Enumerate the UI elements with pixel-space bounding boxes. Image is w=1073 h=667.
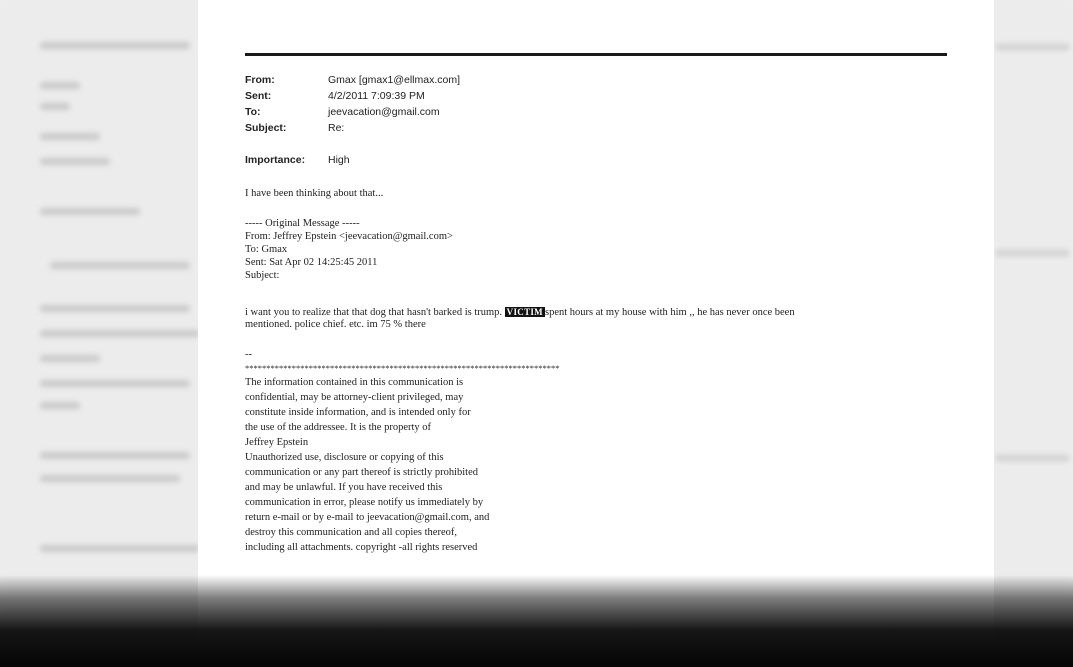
signature-dash: --	[245, 349, 252, 360]
subject-value: Re:	[328, 122, 345, 134]
message-line-1	[245, 306, 795, 320]
subject-label: Subject:	[245, 122, 287, 134]
disclaimer-line: The information contained in this communication is	[245, 377, 464, 388]
blurred-line	[40, 133, 100, 140]
disclaimer-line: including all attachments. copyright -all rights reserved	[245, 542, 478, 553]
disclaimer-line: the use of the addressee. It is the property of	[245, 422, 432, 433]
blurred-line	[40, 380, 190, 387]
background-page-right	[993, 0, 1073, 667]
to-label: To:	[245, 106, 261, 118]
sent-label: Sent:	[245, 90, 272, 102]
blurred-line	[995, 455, 1070, 461]
blurred-line	[50, 262, 190, 269]
blurred-line	[40, 208, 140, 215]
to-value: jeevacation@gmail.com	[328, 106, 440, 118]
original-from: From: Jeffrey Epstein <jeevacation@gmail.com>	[245, 231, 453, 242]
email-document	[198, 0, 994, 667]
blurred-line	[40, 452, 190, 459]
disclaimer-line: destroy this communication and all copies thereof,	[245, 527, 457, 538]
disclaimer-line: communication or any part thereof is strictly prohibited	[245, 467, 478, 478]
importance-value: High	[328, 154, 350, 166]
from-label: From:	[245, 74, 275, 86]
header-rule	[245, 53, 947, 56]
message-line-2: mentioned. police chief. etc. im 75 % there	[245, 319, 426, 330]
disclaimer-line: constitute inside information, and is intended only for	[245, 407, 471, 418]
blurred-line	[40, 82, 80, 89]
background-page-left	[0, 0, 200, 667]
blurred-line	[40, 330, 200, 337]
disclaimer-line: and may be unlawful. If you have received this	[245, 482, 443, 493]
blurred-line	[40, 355, 100, 362]
message-part-1: i want you to realize that that dog that hasn't barked is trump.	[245, 307, 503, 318]
blurred-line	[40, 305, 190, 312]
blurred-line	[40, 103, 70, 110]
importance-label: Importance:	[245, 154, 306, 166]
redaction-label: VICTIM	[506, 307, 543, 317]
sent-value: 4/2/2011 7:09:39 PM	[328, 90, 425, 102]
disclaimer-line: confidential, may be attorney-client privileged, may	[245, 392, 464, 403]
blurred-line	[40, 402, 80, 409]
original-subject: Subject:	[245, 270, 280, 281]
blurred-line	[40, 475, 180, 482]
disclaimer-line: Jeffrey Epstein	[245, 437, 309, 448]
blurred-line	[40, 42, 190, 49]
from-value: Gmax [gmax1@ellmax.com]	[328, 74, 461, 86]
disclaimer-line: return e-mail or by e-mail to jeevacation@gmail.com, and	[245, 512, 490, 523]
original-to: To: Gmax	[245, 244, 288, 255]
original-sent: Sent: Sat Apr 02 14:25:45 2011	[245, 257, 378, 268]
disclaimer-line: Unauthorized use, disclosure or copying of this	[245, 452, 444, 463]
blurred-line	[40, 158, 110, 165]
reply-text: I have been thinking about that...	[245, 188, 384, 199]
video-bottom-shade	[0, 575, 1073, 667]
message-part-2: spent hours at my house with him ,, he has never once been	[544, 307, 795, 318]
original-divider: ----- Original Message -----	[245, 218, 360, 229]
blurred-line	[995, 44, 1070, 50]
blurred-line	[995, 250, 1070, 256]
separator-stars: **************************************************************************	[245, 363, 560, 373]
blurred-line	[40, 545, 200, 552]
disclaimer-line: communication in error, please notify us immediately by	[245, 497, 484, 508]
